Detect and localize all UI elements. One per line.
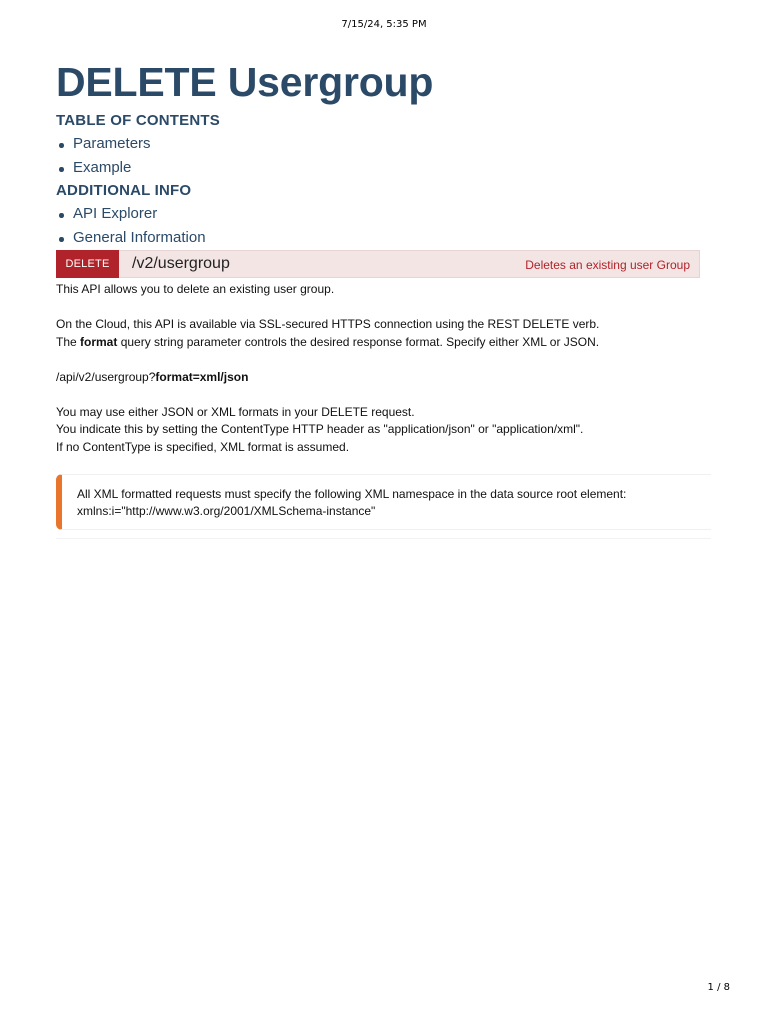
additional-info-heading: ADDITIONAL INFO [56,182,192,199]
request-url-path: /api/v2/usergroup? [56,369,156,384]
toc-link-example[interactable]: Example [56,156,701,180]
namespace-callout [56,474,711,530]
format-text [56,334,701,352]
default-format-text: If no ContentType is specified, XML format is assumed. [56,439,350,454]
print-timestamp: 7/15/24, 5:35 PM [341,19,427,30]
endpoint-path: /v2/usergroup [132,255,230,272]
request-url-query: format=xml/json [155,369,249,384]
description [56,281,701,456]
page-number: 1 / 8 [707,982,730,993]
content-type-text: You indicate this by setting the ContentType HTTP header as "application/json" or "application/xml". [56,422,584,436]
intro-text: This API allows you to delete an existing user group. [56,282,335,296]
http-method-badge: DELETE [56,250,119,278]
request-url [56,369,701,387]
link-api-explorer[interactable]: API Explorer [56,202,701,226]
toc-list [56,132,701,180]
link-general-information[interactable]: General Information [56,226,701,250]
callout-line-1: All XML formatted requests must specify the following XML namespace in the data source root element: [77,487,627,501]
json-xml-text: You may use either JSON or XML formats in your DELETE request. [56,404,415,419]
toc-link-parameters[interactable]: Parameters [56,132,701,156]
page-title: DELETE Usergroup [56,59,434,105]
callout-line-2: xmlns:i="http://www.w3.org/2001/XMLSchema-instance" [77,504,376,518]
format-keyword: format [80,334,118,349]
format-text-pre: The [56,334,81,349]
toc-heading: TABLE OF CONTENTS [56,112,220,129]
format-text-post: query string parameter controls the desired response format. Specify either XML or JSON. [117,334,600,349]
document-content [56,58,701,539]
callout-divider [56,538,711,539]
endpoint-bar [56,250,700,278]
additional-info-list [56,202,701,250]
endpoint-summary: Deletes an existing user Group [525,258,690,272]
cloud-text: On the Cloud, this API is available via SSL-secured HTTPS connection using the REST DELETE verb. [56,317,600,331]
